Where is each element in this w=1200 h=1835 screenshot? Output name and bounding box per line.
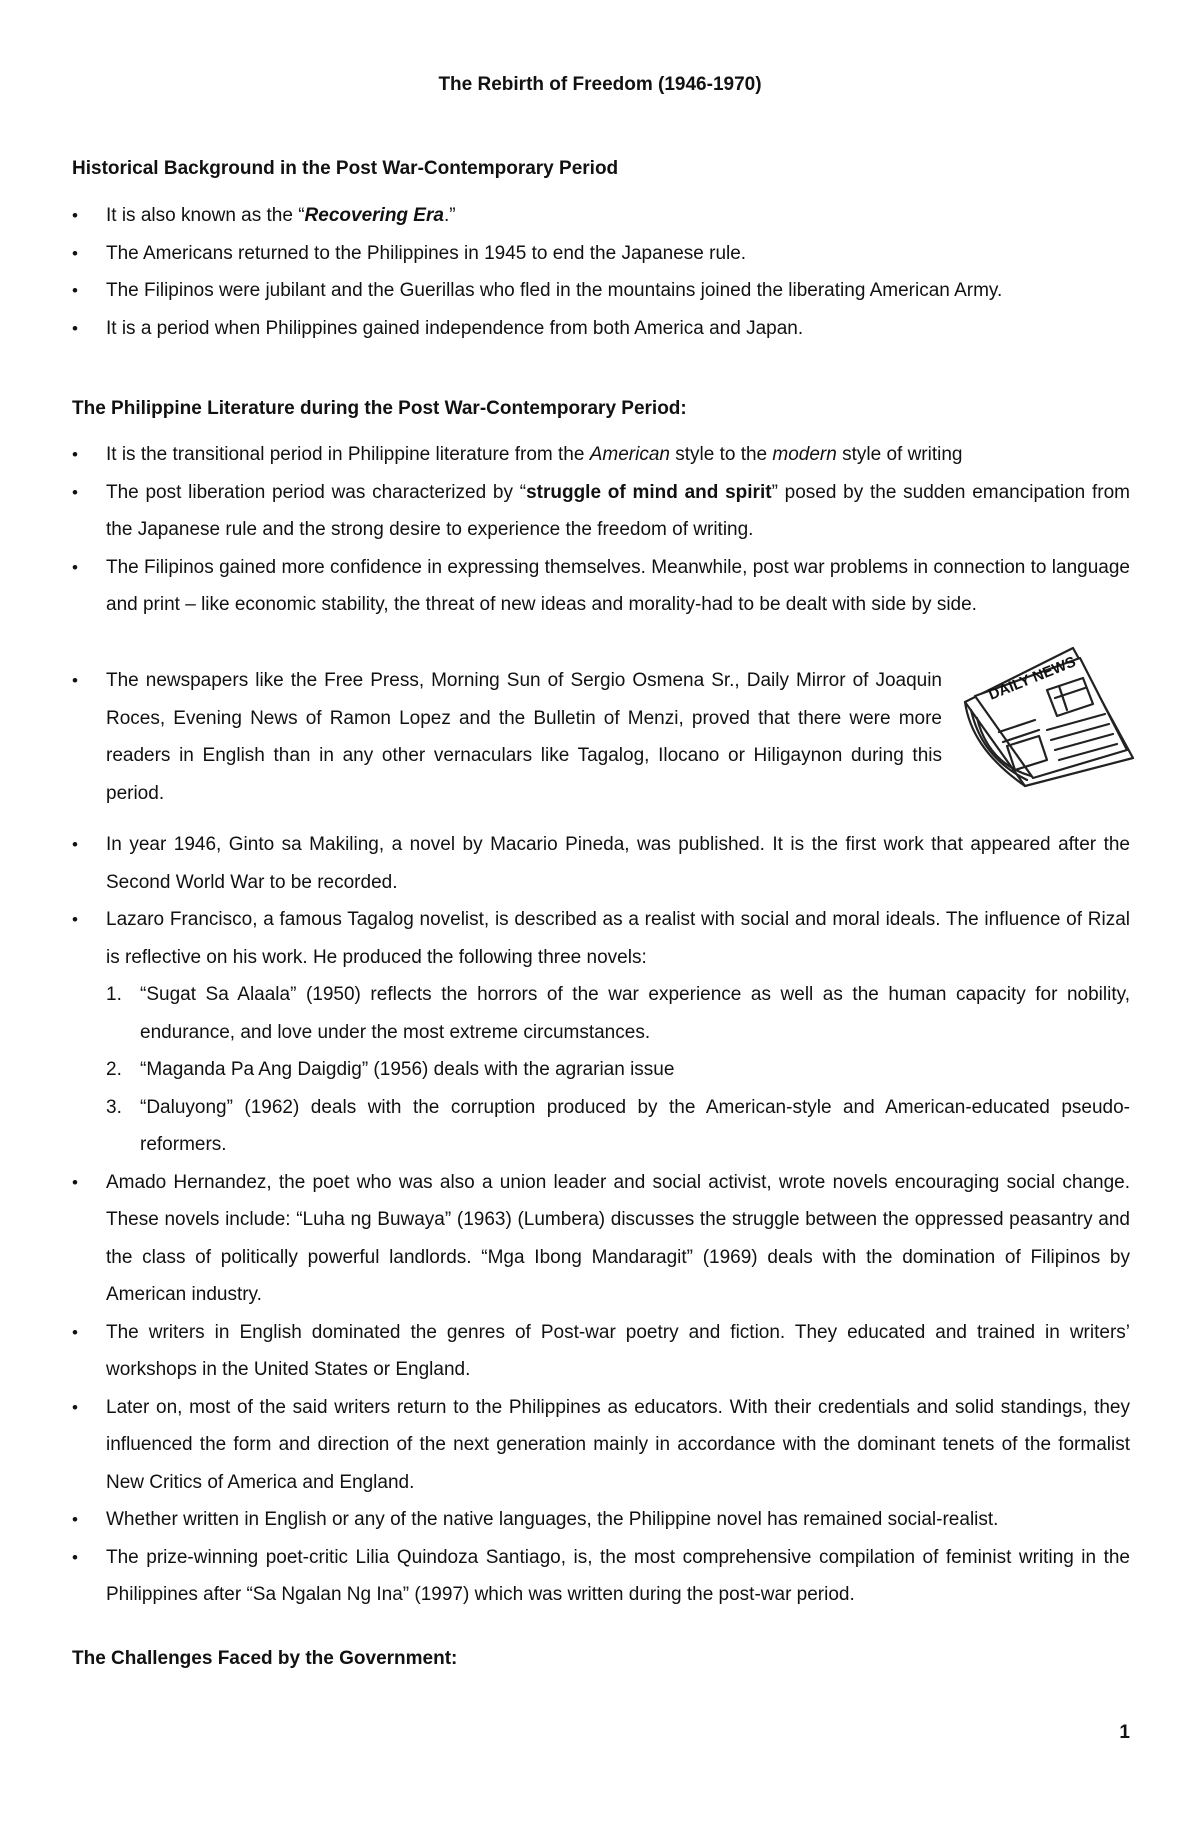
philippine-literature-list-part1 — [72, 436, 1130, 624]
section-heading-challenges: The Challenges Faced by the Government: — [72, 1648, 458, 1669]
struggle-emphasis: struggle of mind and spirit — [526, 481, 772, 503]
list-item: • The writers in English dominated the genres of Post-war poetry and fiction. They educated and trained in writers’ workshops in the United States or England. — [72, 1314, 1130, 1389]
list-item: • Whether written in English or any of the native languages, the Philippine novel has remained social-realist. — [72, 1501, 1130, 1539]
novel-item: 3. “Daluyong” (1962) deals with the corruption produced by the American-style and American-educated pseudo-reformers. — [106, 1096, 1130, 1155]
list-item: • Lazaro Francisco, a famous Tagalog novelist, is described as a realist with social and moral ideals. The influence of Rizal is reflective on his work. He produced the following three novels: 1. “Sugat Sa Alaala” (1950) reflects the horrors of the war experience as well as the human capacity for nobility, endurance, and love under the most extreme circumstances. 2. “Maganda Pa Ang Daigdig” (1956) deals with the agrarian issue 3. “Daluyong” (1962) deals with the corruption produced by the American-style and American-educated pseudo-reformers. — [72, 901, 1130, 1164]
newspaper-masthead: DAILY NEWS — [986, 653, 1079, 704]
daily-news-newspaper-icon — [955, 640, 1150, 790]
novel-list — [106, 976, 1130, 1164]
novel-item: 2. “Maganda Pa Ang Daigdig” (1956) deals with the agrarian issue — [106, 1059, 675, 1080]
philippine-literature-list-part2 — [72, 826, 1130, 1614]
page-number: 1 — [1119, 1722, 1130, 1743]
list-item: • The newspapers like the Free Press, Morning Sun of Sergio Osmena Sr., Daily Mirror of Joaquin Roces, Evening News of Ramon Lopez and the Bulletin of Menzi, proved that there were more readers in English than in any other vernaculars like Tagalog, Ilocano or Hiligaynon during this period. — [72, 662, 942, 812]
recovering-era-emphasis: Recovering Era — [304, 205, 444, 226]
list-item: • Later on, most of the said writers return to the Philippines as educators. With their credentials and solid standings, they influenced the form and direction of the next generation mainly in accordance with the dominant tenets of the formalist New Critics of America and England. — [72, 1389, 1130, 1502]
section-heading-philippine-literature: The Philippine Literature during the Post War-Contemporary Period: — [72, 398, 687, 419]
list-item: • The Filipinos were jubilant and the Guerillas who fled in the mountains joined the liberating American Army. — [72, 272, 1130, 310]
list-item: • Amado Hernandez, the poet who was also a union leader and social activist, wrote novels encouraging social change. These novels include: “Luha ng Buwaya” (1963) (Lumbera) discusses the struggle between the oppressed peasantry and the class of politically powerful landlords. “Mga Ibong Mandaragit” (1969) deals with the domination of Filipinos by American industry. — [72, 1164, 1130, 1314]
list-item: • It is the transitional period in Philippine literature from the American style to the modern style of writing — [72, 436, 1130, 474]
list-item: • The post liberation period was characterized by “struggle of mind and spirit” posed by the sudden emancipation from the Japanese rule and the strong desire to experience the freedom of writing. — [72, 474, 1130, 549]
historical-background-list — [72, 197, 1130, 347]
page-title: The Rebirth of Freedom (1946-1970) — [438, 74, 762, 95]
list-item: • It is a period when Philippines gained independence from both America and Japan. — [72, 310, 1130, 348]
novel-item: 1. “Sugat Sa Alaala” (1950) reflects the horrors of the war experience as well as the human capacity for nobility, endurance, and love under the most extreme circumstances. — [106, 984, 1130, 1043]
list-item: • The prize-winning poet-critic Lilia Quindoza Santiago, is, the most comprehensive compilation of feminist writing in the Philippines after “Sa Ngalan Ng Ina” (1997) which was written during the post-war period. — [72, 1539, 1130, 1614]
philippine-literature-list-newspapers — [72, 662, 942, 812]
list-item: • It is also known as the “Recovering Era.” — [72, 197, 1130, 235]
list-item: • The Americans returned to the Philippines in 1945 to end the Japanese rule. — [72, 235, 1130, 273]
list-item: • The Filipinos gained more confidence in expressing themselves. Meanwhile, post war problems in connection to language and print – like economic stability, the threat of new ideas and morality-had to be dealt with side by side. — [72, 549, 1130, 624]
list-item: • In year 1946, Ginto sa Makiling, a novel by Macario Pineda, was published. It is the first work that appeared after the Second World War to be recorded. — [72, 826, 1130, 901]
section-heading-historical-background: Historical Background in the Post War-Contemporary Period — [72, 158, 619, 179]
